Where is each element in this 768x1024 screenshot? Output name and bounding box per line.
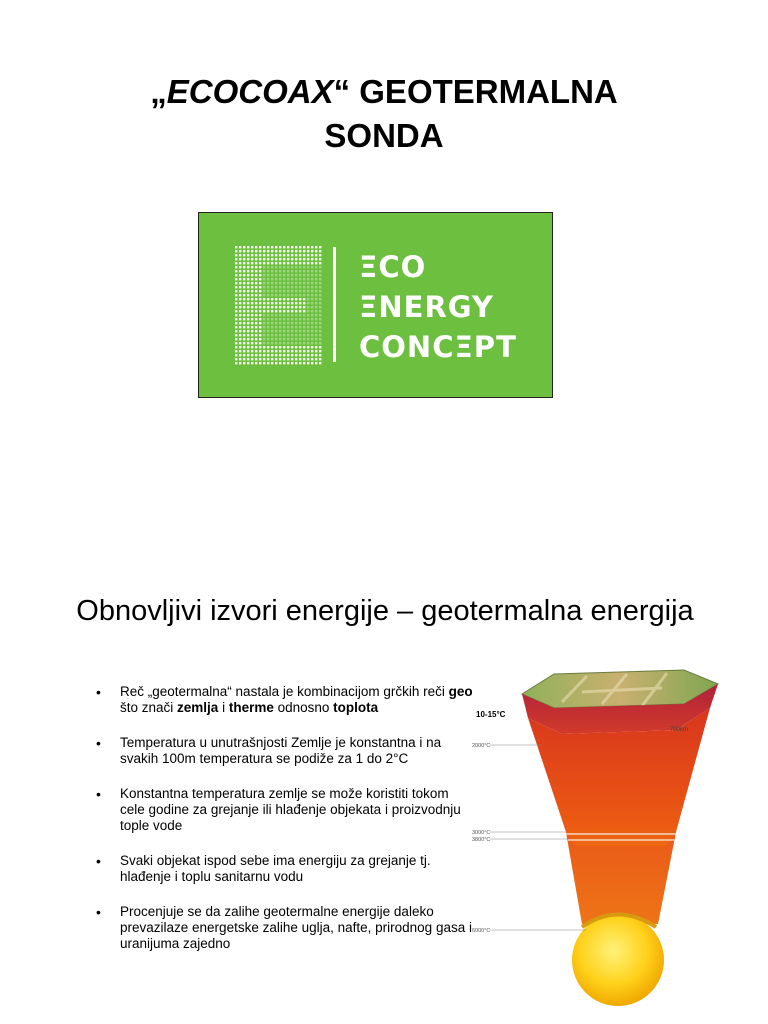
logo-line-2: ΞNERGY [359, 290, 494, 324]
diagram-depth-label: 700km [670, 727, 689, 733]
bullet-1-text-2: što znači [120, 700, 178, 715]
logo-line-1: ΞCO [359, 250, 427, 284]
logo-text [359, 247, 517, 367]
bullet-list [96, 684, 476, 971]
bullet-item-3: • Konstantna temperatura zemlje se može koristiti tokom cele godine za grejanje ili hlađenje objekata i proizvodnju tople vode [96, 786, 476, 834]
earth-cross-section-diagram [462, 662, 752, 1012]
bullet-item-5: • Procenjuje se da zalihe geotermalne energije daleko prevazilaze energetske zalihe uglja, nafte, prirodnog gasa i uranijuma zajedno [96, 904, 476, 952]
bullet-item-1 [96, 684, 476, 716]
bullet-1-text-3: i [218, 700, 229, 715]
slide-2-title: Obnovljivi izvori energije – geotermalna energija [76, 595, 694, 627]
diagram-temp-3: 3800°C [472, 837, 491, 843]
bullet-1-bold-therme: therme [228, 700, 274, 715]
title-line-2: SONDA [324, 117, 444, 154]
logo-line-3: CONCΞPT [359, 330, 517, 364]
bullet-1-bold-toplota: toplota [333, 700, 379, 715]
diagram-temp-4: 6000°C [472, 928, 491, 934]
bullet-1-text-4: odnosno [273, 700, 334, 715]
slide-1-title [0, 70, 768, 158]
diagram-temp-2: 3000°C [472, 830, 491, 836]
bullet-1-text: Reč „geotermalna“ nastala je kombinacijom grčkih reči [120, 684, 449, 699]
title-open-quote: „ [150, 73, 167, 110]
bullet-item-2: • Temperatura u unutrašnjosti Zemlje je konstantna i na svakih 100m temperatura se podiže za 1 do 2°C [96, 735, 476, 767]
title-close-quote: “ [333, 73, 351, 110]
slide-geothermal [0, 512, 768, 1024]
bullet-item-4: • Svaki objekat ispod sebe ima energiju za grejanje tj. hlađenje i toplu sanitarnu vodu [96, 853, 476, 885]
title-rest: GEOTERMALNA [350, 73, 618, 110]
eco-energy-concept-logo [198, 212, 553, 398]
diagram-temp-1: 2000°C [472, 743, 491, 749]
logo-separator [333, 247, 336, 362]
bullet-1-bold-zemlja: zemlja [177, 700, 219, 715]
diagram-surface-temp: 10-15°C [476, 710, 506, 719]
bullet-1-bold-geo: geo [448, 684, 473, 699]
logo-e-mark-icon [235, 246, 323, 366]
title-brand: ECOCOAX [166, 73, 334, 110]
earth-inner-core [572, 914, 664, 1006]
